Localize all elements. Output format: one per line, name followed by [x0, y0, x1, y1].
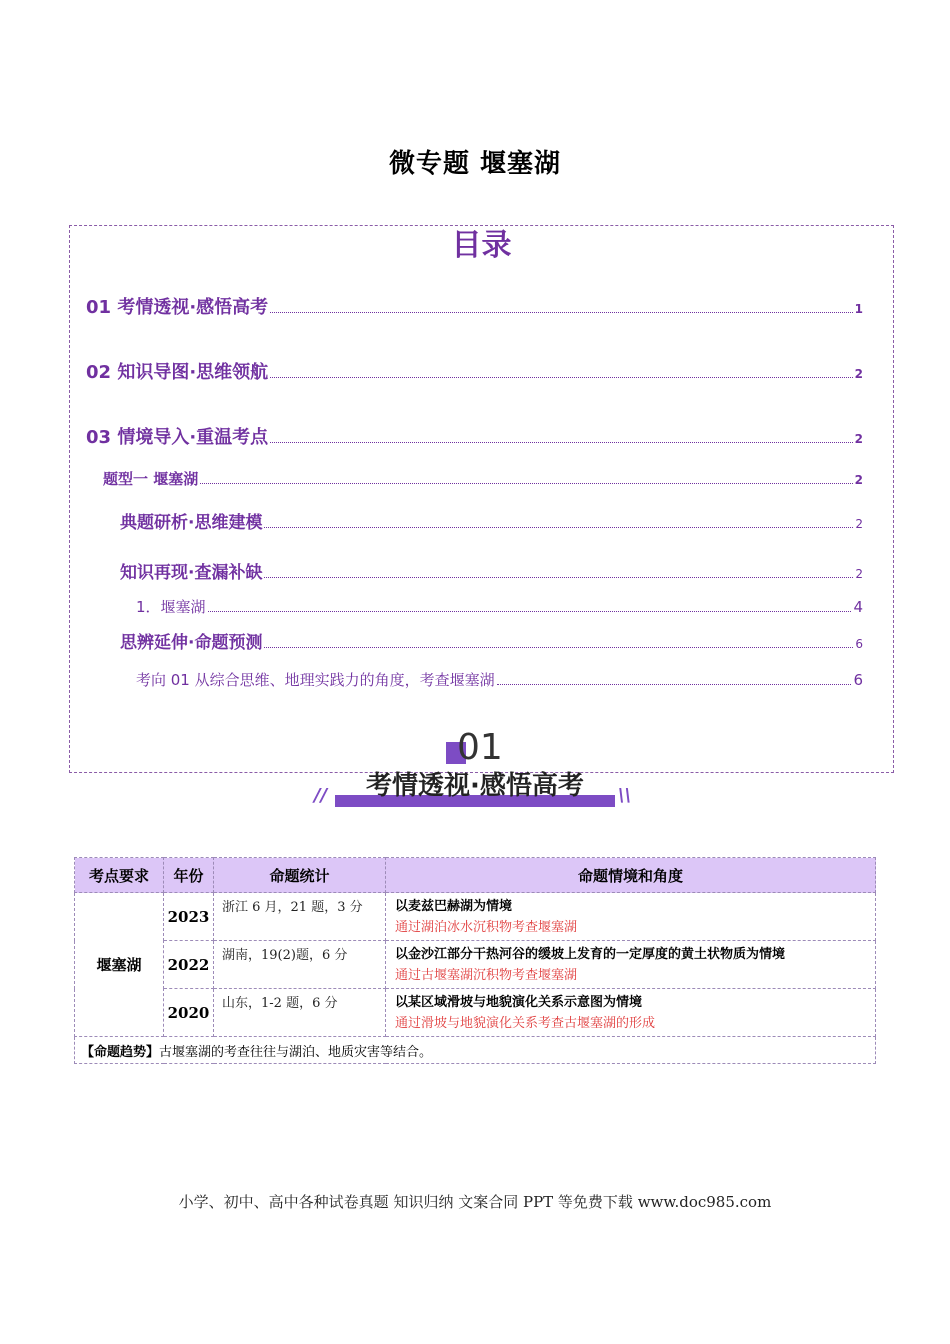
header-year: 年份 [164, 858, 214, 893]
context-text: 以麦兹巴赫湖为情境 [395, 898, 513, 914]
section-banner [310, 725, 640, 815]
context-text: 以金沙江部分干热河谷的缓坡上发育的一定厚度的黄土状物质为情境 [395, 946, 786, 962]
toc-entry[interactable] [86, 293, 863, 319]
document-title: 微专题 堰塞湖 [388, 149, 562, 179]
context-text: 以某区域滑坡与地貌演化关系示意图为情境 [395, 994, 643, 1010]
toc-leader [200, 483, 852, 484]
table-row [75, 893, 876, 941]
toc-leader [497, 684, 852, 685]
table-of-contents [69, 225, 894, 773]
section-title: 考情透视·感悟高考 [366, 771, 584, 801]
toc-entry-page: 2 [854, 432, 863, 446]
toc-leader [208, 611, 852, 612]
table-row [75, 989, 876, 1037]
toc-leader [270, 442, 852, 443]
toc-entry-page: 2 [855, 567, 863, 581]
context-cell [386, 941, 876, 989]
toc-entry[interactable] [86, 358, 863, 384]
angle-text: 通过湖泊冰水沉积物考查堰塞湖 [395, 919, 578, 935]
section-number: 01 [457, 727, 503, 768]
toc-entry-text: 思辨延伸·命题预测 [120, 633, 263, 653]
angle-text: 通过古堰塞湖沉积物考查堰塞湖 [395, 967, 578, 983]
toc-entry-page: 2 [854, 367, 863, 381]
year-cell: 2023 [164, 893, 214, 941]
year-cell: 2020 [164, 989, 214, 1037]
toc-entry-text: 典题研析·思维建模 [120, 513, 263, 533]
toc-entry-text: 题型一 堰塞湖 [103, 470, 199, 488]
year-cell: 2022 [164, 941, 214, 989]
toc-entry[interactable] [120, 628, 863, 653]
toc-entry-text: 考向 01 从综合思维、地理实践力的角度，考查堰塞湖 [136, 671, 495, 689]
trend-cell [75, 1037, 876, 1064]
context-cell [386, 893, 876, 941]
exam-statistics-table [74, 857, 876, 1064]
stat-cell: 湖南，19(2)题，6 分 [214, 941, 386, 989]
toc-entry-page: 6 [853, 671, 863, 689]
toc-entry[interactable] [86, 423, 863, 449]
toc-entry[interactable] [136, 669, 863, 690]
trend-text: 古堰塞湖的考查往往与湖泊、地质灾害等结合。 [159, 1044, 433, 1060]
toc-entry-text: 02 知识导图·思维领航 [86, 362, 269, 383]
toc-entry[interactable] [136, 596, 863, 617]
header-context: 命题情境和角度 [386, 858, 876, 893]
toc-leader [270, 312, 852, 313]
topic-cell: 堰塞湖 [75, 893, 164, 1037]
toc-heading: 目录 [451, 228, 512, 263]
slash-decoration-right: \\ [618, 785, 632, 806]
table-header-row [75, 858, 876, 893]
toc-leader [270, 377, 852, 378]
toc-entry[interactable] [103, 468, 863, 489]
page-footer: 小学、初中、高中各种试卷真题 知识归纳 文案合同 PPT 等免费下载 www.doc985.com [178, 1193, 772, 1211]
stat-cell: 山东，1-2 题，6 分 [214, 989, 386, 1037]
toc-entry-page: 4 [853, 598, 863, 616]
toc-leader [264, 647, 853, 648]
toc-entry-text: 知识再现·查漏补缺 [120, 563, 263, 583]
toc-entry-text: 01 考情透视·感悟高考 [86, 297, 269, 318]
toc-entry-text: 03 情境导入·重温考点 [86, 427, 269, 448]
stat-cell: 浙江 6 月，21 题，3 分 [214, 893, 386, 941]
toc-entry-page: 6 [855, 637, 863, 651]
slash-decoration-left: // [314, 785, 328, 806]
toc-entry-page: 2 [855, 517, 863, 531]
trend-row [75, 1037, 876, 1064]
header-topic: 考点要求 [75, 858, 164, 893]
table-row [75, 941, 876, 989]
header-stat: 命题统计 [214, 858, 386, 893]
toc-entry-page: 2 [854, 473, 863, 487]
toc-entry-page: 1 [854, 302, 863, 316]
toc-entry-text: 1．堰塞湖 [136, 598, 206, 616]
toc-leader [264, 577, 853, 578]
trend-label: 【命题趋势】 [81, 1044, 160, 1060]
toc-entry[interactable] [120, 558, 863, 583]
angle-text: 通过滑坡与地貌演化关系考查古堰塞湖的形成 [395, 1015, 656, 1031]
toc-entry[interactable] [120, 508, 863, 533]
context-cell [386, 989, 876, 1037]
toc-leader [264, 527, 853, 528]
